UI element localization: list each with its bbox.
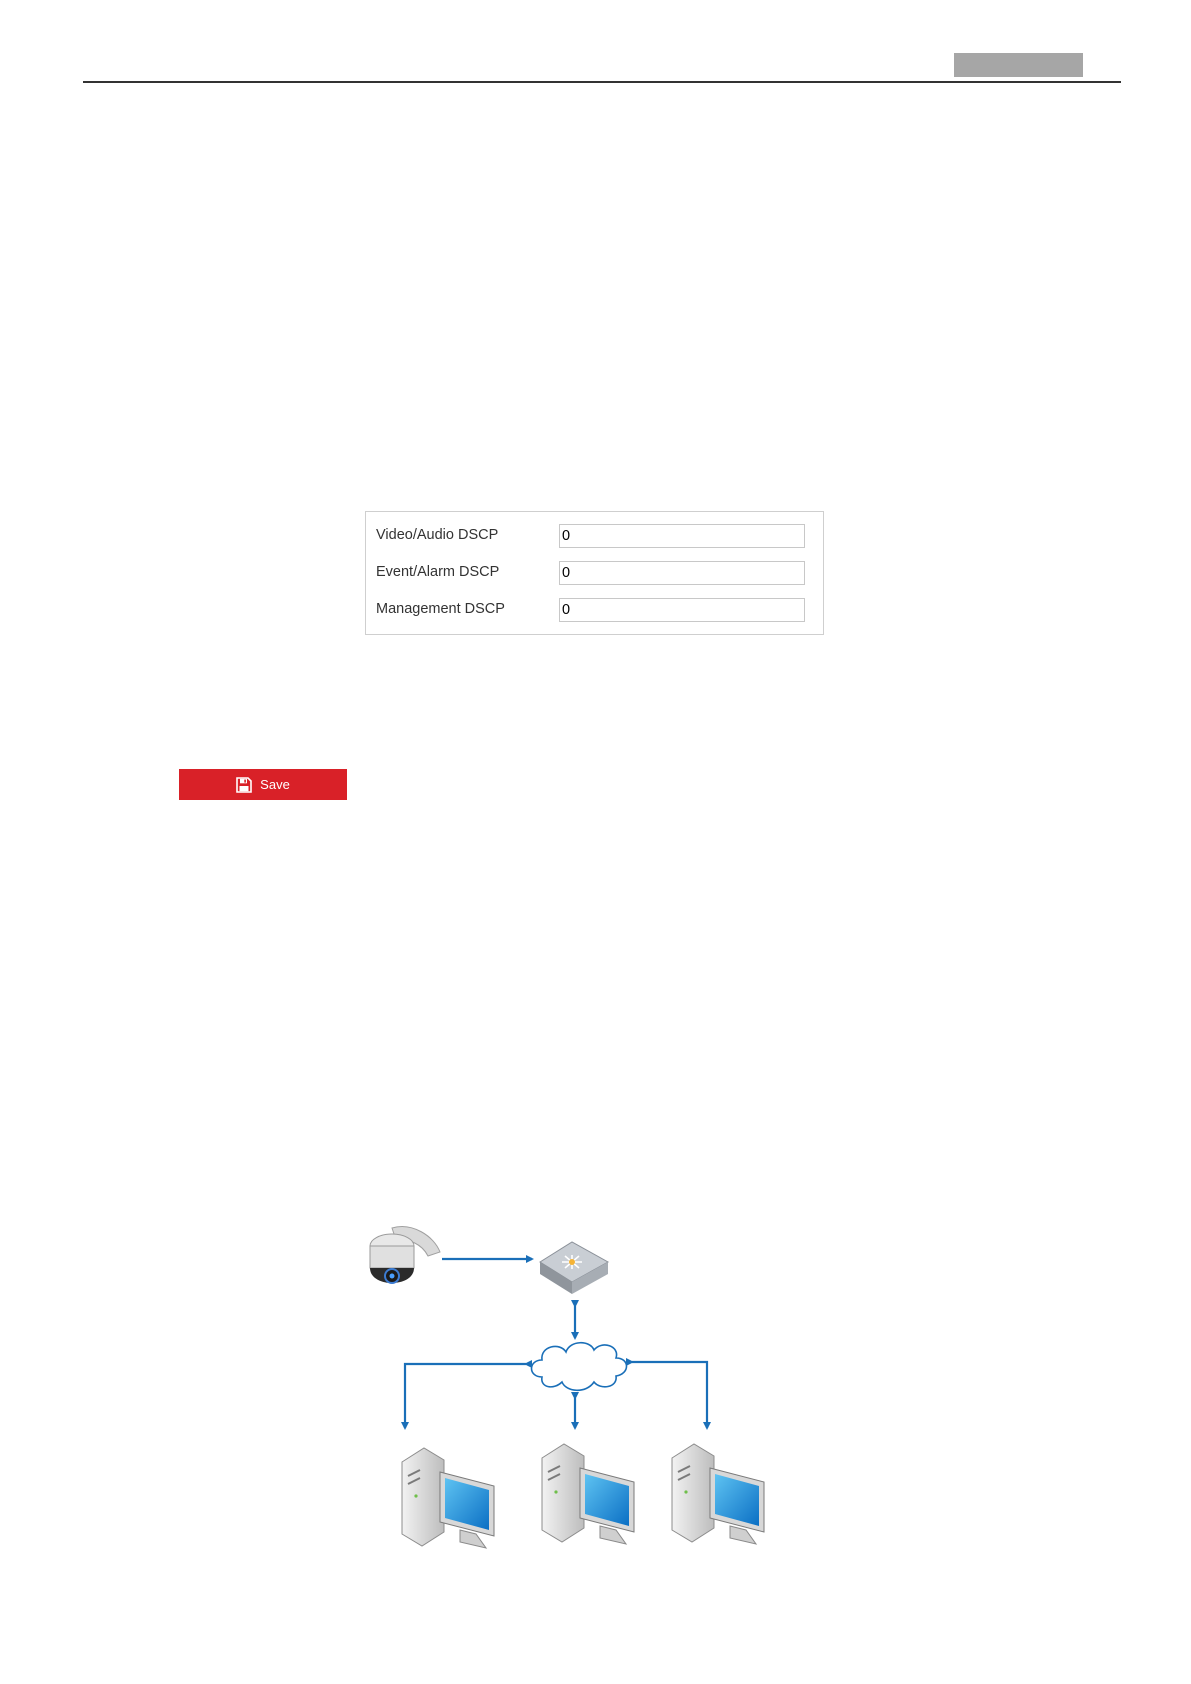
client-computer-icon bbox=[672, 1444, 764, 1544]
header-rule bbox=[83, 81, 1121, 83]
dscp-row-management bbox=[376, 598, 816, 622]
management-dscp-input[interactable] bbox=[559, 598, 805, 622]
client-computer-icon bbox=[402, 1448, 494, 1548]
cloud-to-right-computer-arrow bbox=[632, 1362, 707, 1428]
floppy-disk-icon bbox=[236, 777, 252, 793]
ptz-camera-icon bbox=[370, 1227, 440, 1283]
client-computer-icon bbox=[542, 1444, 634, 1544]
dscp-settings-panel bbox=[365, 511, 824, 635]
save-button-label: Save bbox=[260, 777, 290, 792]
dscp-row-video-audio bbox=[376, 524, 816, 548]
network-cloud-icon bbox=[532, 1343, 627, 1391]
video-audio-dscp-input[interactable] bbox=[559, 524, 805, 548]
save-button[interactable] bbox=[179, 769, 347, 800]
network-switch-icon bbox=[540, 1242, 608, 1294]
cloud-to-left-computer-arrow bbox=[405, 1364, 526, 1428]
dscp-row-event-alarm bbox=[376, 561, 816, 585]
video-audio-dscp-label: Video/Audio DSCP bbox=[376, 527, 499, 543]
event-alarm-dscp-label: Event/Alarm DSCP bbox=[376, 564, 500, 580]
management-dscp-label: Management DSCP bbox=[376, 601, 505, 617]
network-diagram bbox=[362, 1222, 782, 1562]
header-tab bbox=[954, 53, 1083, 77]
event-alarm-dscp-input[interactable] bbox=[559, 561, 805, 585]
